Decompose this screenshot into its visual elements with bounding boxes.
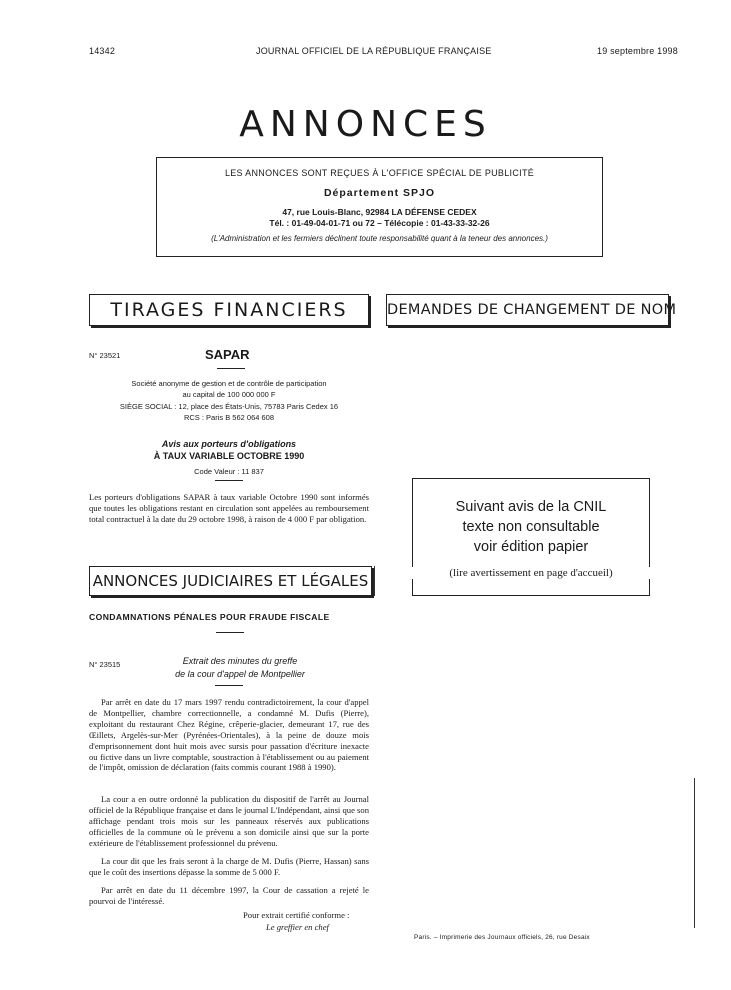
page-number: 14342 — [89, 46, 116, 56]
cassation-paragraph: Par arrêt en date du 11 décembre 1997, la Cour de cassation a rejeté le pourvoi de l'intéressé. — [89, 885, 369, 906]
notice-department: Département SPJO — [323, 187, 436, 199]
notice-phone: Tél. : 01-49-04-01-71 ou 72 – Télécopie : 01-43-33-32-26 — [269, 218, 490, 228]
page-title: ANNONCES — [239, 104, 492, 145]
costs-paragraph: La cour dit que les frais seront à la charge de M. Dufis (Pierre, Hassan) sans que le coût des insertions dépasse la somme de 5 000 F. — [89, 856, 369, 877]
clerk-signature: Le greffier en chef — [266, 922, 329, 932]
notice-line: LES ANNONCES SONT REÇUES À L'OFFICE SPÉCIAL DE PUBLICITÉ — [224, 168, 535, 178]
company-rcs: RCS : Paris B 562 064 608 — [183, 413, 275, 422]
section-title-demandes: DEMANDES DE CHANGEMENT DE NOM — [386, 294, 669, 326]
printer-imprint: Paris. – Imprimerie des Journaux officiels, 26, rue Desaix — [414, 934, 590, 941]
margin-mark — [694, 778, 695, 928]
column-separator — [374, 566, 375, 596]
notice-subheading: À TAUX VARIABLE OCTOBRE 1990 — [153, 451, 305, 461]
company-description: Société anonyme de gestion et de contrôle de participation — [131, 379, 327, 388]
extract-court: de la cour d'appel de Montpellier — [175, 669, 305, 679]
publicity-notice-box — [156, 157, 603, 257]
divider — [215, 685, 243, 686]
divider — [215, 480, 243, 481]
tirages-body: Les porteurs d'obligations SAPAR à taux variable Octobre 1990 sont informés que toutes les obligations restant en circulation sont appelées au remboursement total contractuel à la date du 29 octobre 1998, à raison de 4 000 F par obligation. — [89, 492, 369, 524]
announcement-ref: N° 23521 — [89, 351, 121, 360]
divider — [216, 632, 244, 633]
category-heading: CONDAMNATIONS PÉNALES POUR FRAUDE FISCALE — [89, 612, 330, 622]
section-title-judiciaires: ANNONCES JUDICIAIRES ET LÉGALES — [89, 566, 372, 596]
section-title-tirages: TIRAGES FINANCIERS — [89, 294, 369, 326]
code-valeur: Code Valeur : 11 837 — [194, 467, 264, 476]
extract-title: Extrait des minutes du greffe — [182, 656, 298, 666]
cnil-line: texte non consultable — [462, 519, 600, 535]
notice-heading: Avis aux porteurs d'obligations — [161, 439, 297, 449]
company-headquarters: SIÈGE SOCIAL : 12, place des États-Unis, 75783 Paris Cedex 16 — [119, 402, 339, 411]
certification-line: Pour extrait certifié conforme : — [243, 910, 350, 920]
company-name: SAPAR — [205, 347, 250, 362]
issue-date: 19 septembre 1998 — [597, 46, 678, 56]
cnil-note: (lire avertissement en page d'accueil) — [412, 567, 650, 579]
publication-paragraph: La cour a en outre ordonné la publication du dispositif de l'arrêt au Journal officiel de la République française et dans le journal L'Indépendant, ainsi que son affichage pendant trois mois sur les panneaux réservés aux publications officielles de la commune où le prévenu a son domicile ainsi que sur la porte extérieure de l'établissement professionnel du prévenu. — [89, 794, 369, 848]
notice-address: 47, rue Louis-Blanc, 92984 LA DÉFENSE CEDEX — [282, 207, 477, 217]
cnil-line: voir édition papier — [473, 539, 589, 555]
notice-disclaimer: (L'Administration et les fermiers déclinent toute responsabilité quant à la teneur des annonces.) — [211, 234, 548, 243]
announcement-ref: N° 23515 — [89, 660, 121, 669]
judgment-paragraph: Par arrêt en date du 17 mars 1997 rendu contradictoirement, la cour d'appel de Montpellier, chambre correctionnelle, a condamné M. Dufis (Pierre), exploitant du restaurant Chez Régine, crêperie-glacier, demeurant 17, rue des Œillets, Argelès-sur-Mer (Pyrénées-Orientales), à la peine de douze mois d'emprisonnement dont huit mois avec sursis pour passation d'écriture inexacte ou fictive dans un livre comptable, soustraction à l'établissement ou au paiement de l'impôt, omission de déclaration (faits commis courant 1988 à 1990). — [89, 697, 369, 773]
company-capital: au capital de 100 000 000 F — [182, 390, 276, 399]
divider — [217, 368, 245, 369]
journal-title: JOURNAL OFFICIEL DE LA RÉPUBLIQUE FRANÇAISE — [256, 46, 492, 56]
cnil-line: Suivant avis de la CNIL — [455, 499, 607, 515]
